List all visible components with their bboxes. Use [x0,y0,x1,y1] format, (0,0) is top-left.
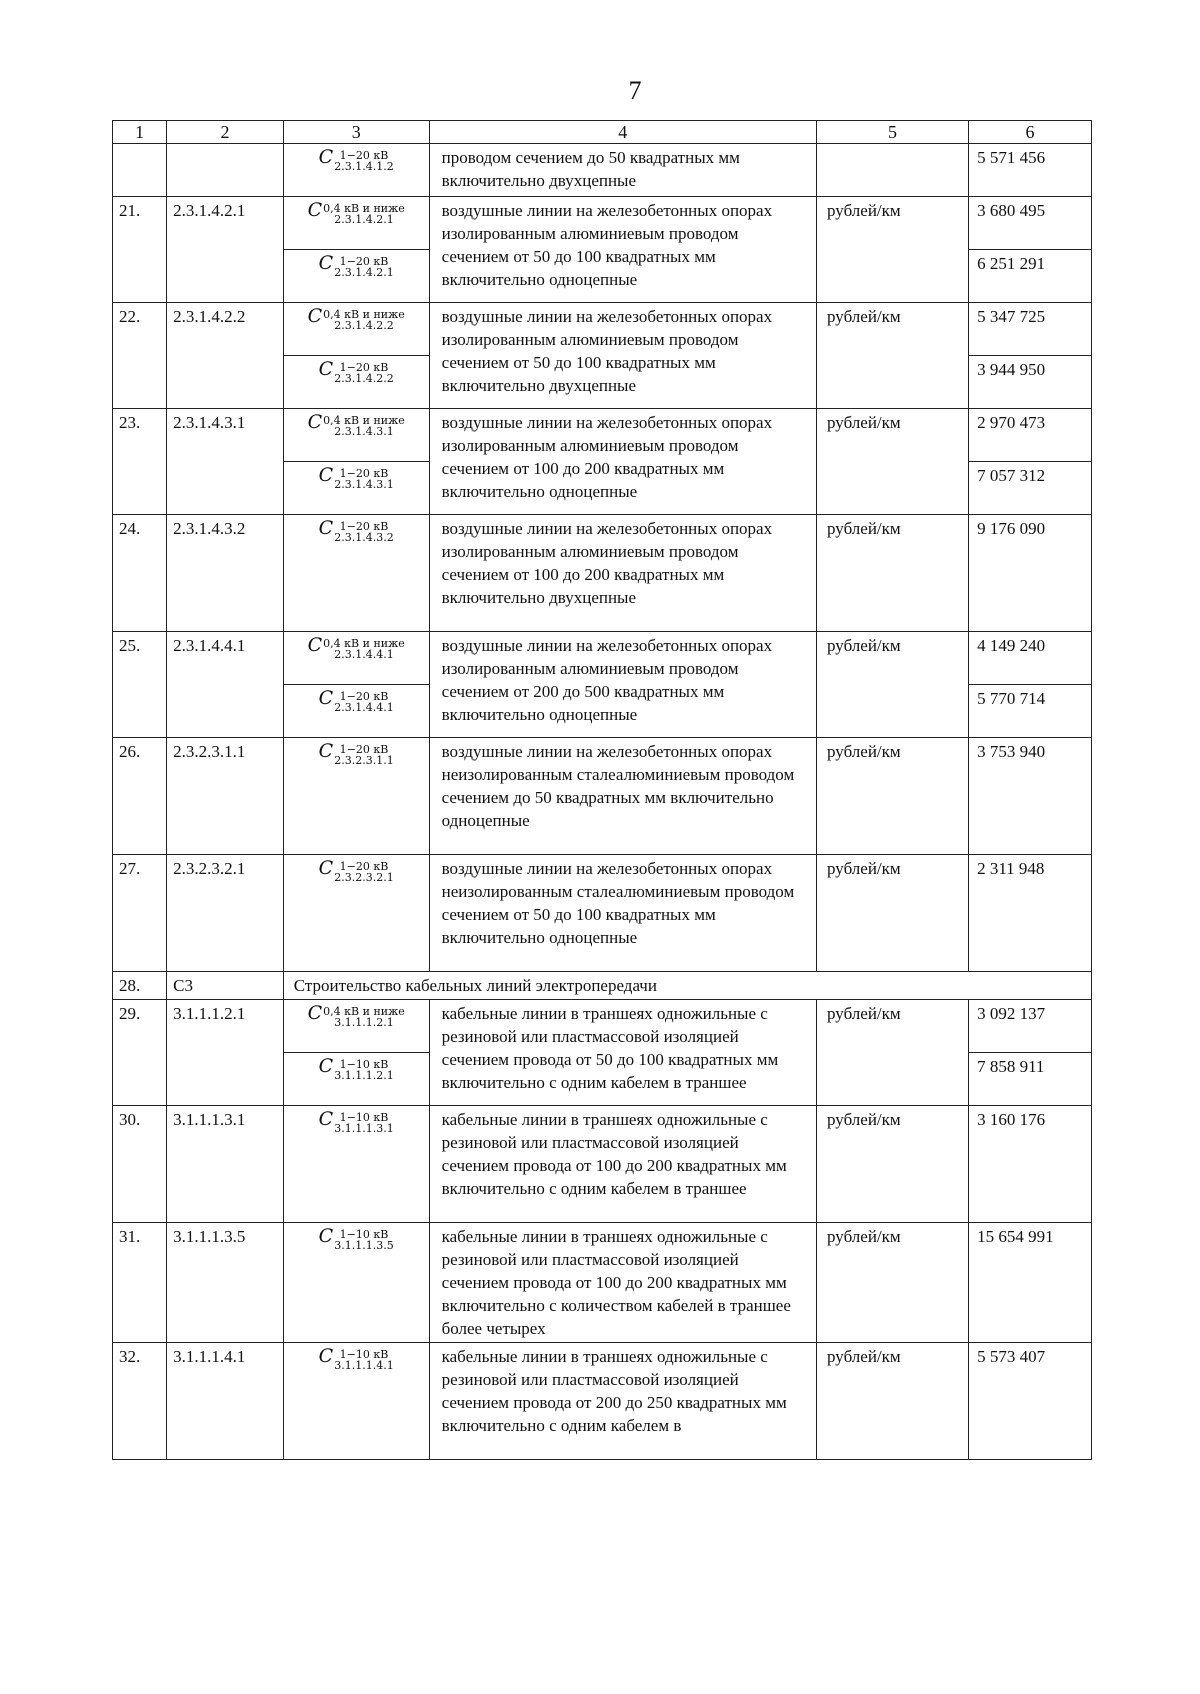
symbol-letter: C [318,146,334,168]
column-header: 5 [817,121,969,144]
symbol-cell [283,144,429,197]
tariff-symbol [308,411,405,441]
value-cell: 7 057 312 [969,462,1092,515]
tariff-symbol [319,464,394,494]
symbol-letter: C [307,305,323,327]
row-number-cell: 23. [113,409,167,515]
symbol-subscript: 2.3.1.4.3.1 [334,478,394,491]
symbol-indices [334,256,393,278]
code-cell: 3.1.1.1.2.1 [167,1000,284,1106]
symbol-subscript: 3.1.1.1.3.5 [334,1239,394,1252]
code-cell: 2.3.1.4.3.1 [167,409,284,515]
code-cell: 3.1.1.1.3.5 [167,1223,284,1343]
tariff-symbol [319,740,394,770]
symbol-subscript: 2.3.1.4.2.1 [334,266,394,279]
unit-cell: рублей/км [817,1223,969,1343]
symbol-superscript: 0,4 кВ и ниже [323,637,405,650]
table-row [113,632,1092,685]
unit-cell: рублей/км [817,1343,969,1460]
table-row [113,1343,1092,1460]
tariff-symbol [319,687,394,717]
symbol-superscript: 1−20 кВ [339,520,389,533]
row-number-cell: 27. [113,855,167,972]
value-cell: 5 573 407 [969,1343,1092,1460]
symbol-superscript: 0,4 кВ и ниже [323,308,405,321]
code-cell: 2.3.1.4.2.1 [167,197,284,303]
symbol-superscript: 0,4 кВ и ниже [323,414,405,427]
value-cell: 7 858 911 [969,1053,1092,1106]
symbol-superscript: 1−10 кВ [339,1111,389,1124]
tariff-symbol [319,1345,394,1375]
tariff-symbol [319,252,394,282]
symbol-superscript: 1−20 кВ [339,149,389,162]
value-cell: 15 654 991 [969,1223,1092,1343]
code-cell: 2.3.2.3.2.1 [167,855,284,972]
tariff-symbol [319,358,394,388]
symbol-subscript: 2.3.1.4.3.2 [334,531,394,544]
symbol-subscript: 3.1.1.1.4.1 [334,1359,394,1372]
code-cell: 3.1.1.1.4.1 [167,1343,284,1460]
symbol-cell [283,685,429,738]
column-header: 1 [113,121,167,144]
table-row [113,197,1092,250]
symbol-cell [283,738,429,855]
unit-cell: рублей/км [817,303,969,409]
unit-cell: рублей/км [817,1000,969,1106]
symbol-cell [283,1223,429,1343]
symbol-letter: C [307,1002,323,1024]
tariff-symbol [308,634,405,664]
row-number-cell: 32. [113,1343,167,1460]
description-cell: кабельные линии в траншеях одножильные с резиновой или пластмассовой изоляцией сечением провода от 50 до 100 квадратных мм включительно с одним кабелем в траншее [429,1000,816,1106]
symbol-cell [283,197,429,250]
symbol-indices [334,1349,393,1371]
tariff-symbol [308,305,405,335]
symbol-indices [334,1112,393,1134]
symbol-cell [283,632,429,685]
value-cell: 3 092 137 [969,1000,1092,1053]
description-cell: воздушные линии на железобетонных опорах изолированным алюминиевым проводом сечением от 100 до 200 квадратных мм включительно одноцепные [429,409,816,515]
symbol-cell [283,303,429,356]
symbol-letter: C [318,1225,334,1247]
code-cell: 2.3.1.4.3.2 [167,515,284,632]
code-cell: 2.3.1.4.4.1 [167,632,284,738]
symbol-indices [334,744,393,766]
symbol-subscript: 2.3.1.4.2.1 [334,213,394,226]
symbol-subscript: 2.3.1.4.3.1 [334,425,394,438]
row-number-cell: 22. [113,303,167,409]
description-cell: воздушные линии на железобетонных опорах неизолированным сталеалюминиевым проводом сечением от 50 до 100 квадратных мм включительно одноцепные [429,855,816,972]
symbol-letter: C [318,358,334,380]
description-cell: воздушные линии на железобетонных опорах изолированным алюминиевым проводом сечением от 50 до 100 квадратных мм включительно одноцепные [429,197,816,303]
column-header: 6 [969,121,1092,144]
unit-cell: рублей/км [817,409,969,515]
description-cell: воздушные линии на железобетонных опорах изолированным алюминиевым проводом сечением от 200 до 500 квадратных мм включительно одноцепные [429,632,816,738]
symbol-letter: C [318,252,334,274]
symbol-indices [334,861,393,883]
table-row [113,738,1092,855]
symbol-indices [334,150,393,172]
code-cell: 2.3.2.3.1.1 [167,738,284,855]
code-cell: С3 [167,972,284,1000]
unit-cell [817,144,969,197]
description-cell: воздушные линии на железобетонных опорах изолированным алюминиевым проводом сечением от 50 до 100 квадратных мм включительно двухцепные [429,303,816,409]
symbol-superscript: 1−20 кВ [339,743,389,756]
symbol-indices [323,415,405,437]
symbol-superscript: 1−20 кВ [339,361,389,374]
page-number: 7 [628,76,642,105]
symbol-cell [283,356,429,409]
symbol-cell [283,250,429,303]
value-cell: 5 571 456 [969,144,1092,197]
code-cell: 2.3.1.4.2.2 [167,303,284,409]
symbol-letter: C [307,634,323,656]
row-number-cell: 31. [113,1223,167,1343]
symbol-cell [283,855,429,972]
row-number-cell: 26. [113,738,167,855]
value-cell: 3 944 950 [969,356,1092,409]
symbol-subscript: 2.3.2.3.1.1 [334,754,394,767]
symbol-letter: C [318,1055,334,1077]
symbol-subscript: 2.3.1.4.2.2 [334,319,394,332]
symbol-indices [323,203,405,225]
table-row [113,409,1092,462]
symbol-cell [283,1000,429,1053]
table-row [113,303,1092,356]
symbol-indices [323,638,405,660]
unit-cell: рублей/км [817,738,969,855]
value-cell: 6 251 291 [969,250,1092,303]
value-cell: 2 311 948 [969,855,1092,972]
symbol-letter: C [307,199,323,221]
symbol-letter: C [318,1108,334,1130]
tariff-symbol [319,1108,394,1138]
symbol-subscript: 2.3.1.4.4.1 [334,701,394,714]
tariff-symbol [319,517,394,547]
description-cell: кабельные линии в траншеях одножильные с резиновой или пластмассовой изоляцией сечением провода от 100 до 200 квадратных мм включительно с одним кабелем в траншее [429,1106,816,1223]
row-number-cell: 21. [113,197,167,303]
symbol-superscript: 1−20 кВ [339,690,389,703]
symbol-subscript: 3.1.1.1.2.1 [334,1016,394,1029]
table-row [113,1223,1092,1343]
value-cell: 3 680 495 [969,197,1092,250]
symbol-letter: C [318,740,334,762]
unit-cell: рублей/км [817,1106,969,1223]
symbol-letter: C [318,687,334,709]
symbol-indices [323,1006,405,1028]
symbol-subscript: 2.3.1.4.2.2 [334,372,394,385]
symbol-letter: C [318,1345,334,1367]
symbol-superscript: 1−20 кВ [339,467,389,480]
value-cell: 4 149 240 [969,632,1092,685]
section-row [113,972,1092,1000]
symbol-superscript: 0,4 кВ и ниже [323,1005,405,1018]
table-body [113,144,1092,1460]
symbol-superscript: 1−10 кВ [339,1228,389,1241]
symbol-cell [283,1343,429,1460]
tariff-table [112,120,1092,1460]
code-cell: 3.1.1.1.3.1 [167,1106,284,1223]
symbol-superscript: 0,4 кВ и ниже [323,202,405,215]
symbol-superscript: 1−10 кВ [339,1058,389,1071]
tariff-symbol [319,146,394,176]
symbol-letter: C [318,517,334,539]
symbol-superscript: 1−10 кВ [339,1348,389,1361]
unit-cell: рублей/км [817,197,969,303]
value-cell: 9 176 090 [969,515,1092,632]
column-number-row [113,121,1092,144]
symbol-superscript: 1−20 кВ [339,860,389,873]
value-cell: 3 160 176 [969,1106,1092,1223]
symbol-subscript: 2.3.2.3.2.1 [334,871,394,884]
code-cell [167,144,284,197]
symbol-indices [334,362,393,384]
tariff-symbol [319,857,394,887]
row-number-cell: 28. [113,972,167,1000]
symbol-indices [334,691,393,713]
value-cell: 5 770 714 [969,685,1092,738]
tariff-symbol [319,1225,394,1255]
table-row [113,1106,1092,1223]
row-number-cell: 24. [113,515,167,632]
value-cell: 2 970 473 [969,409,1092,462]
table-row [113,144,1092,197]
table-row [113,855,1092,972]
symbol-cell [283,409,429,462]
symbol-indices [323,309,405,331]
value-cell: 3 753 940 [969,738,1092,855]
unit-cell: рублей/км [817,855,969,972]
symbol-indices [334,1059,393,1081]
symbol-indices [334,468,393,490]
symbol-letter: C [318,464,334,486]
symbol-cell [283,1106,429,1223]
symbol-letter: C [318,857,334,879]
tariff-symbol [308,1002,405,1032]
symbol-subscript: 2.3.1.4.1.2 [334,160,394,173]
description-cell: кабельные линии в траншеях одножильные с резиновой или пластмассовой изоляцией сечением провода от 200 до 250 квадратных мм включительно с одним кабелем в [429,1343,816,1460]
symbol-cell [283,515,429,632]
table-row [113,515,1092,632]
row-number-cell: 25. [113,632,167,738]
description-cell: проводом сечением до 50 квадратных мм включительно двухцепные [429,144,816,197]
description-cell: воздушные линии на железобетонных опорах неизолированным сталеалюминиевым проводом сечением до 50 квадратных мм включительно одноцепные [429,738,816,855]
column-header: 4 [429,121,816,144]
description-cell: воздушные линии на железобетонных опорах изолированным алюминиевым проводом сечением от 100 до 200 квадратных мм включительно двухцепные [429,515,816,632]
row-number-cell: 29. [113,1000,167,1106]
value-cell: 5 347 725 [969,303,1092,356]
description-cell: кабельные линии в траншеях одножильные с резиновой или пластмассовой изоляцией сечением провода от 100 до 200 квадратных мм включительно с количеством кабелей в траншее более четырех [429,1223,816,1343]
column-header: 3 [283,121,429,144]
row-number-cell [113,144,167,197]
unit-cell: рублей/км [817,632,969,738]
symbol-superscript: 1−20 кВ [339,255,389,268]
symbol-subscript: 2.3.1.4.4.1 [334,648,394,661]
symbol-letter: C [307,411,323,433]
tariff-symbol [319,1055,394,1085]
symbol-subscript: 3.1.1.1.2.1 [334,1069,394,1082]
unit-cell: рублей/км [817,515,969,632]
table-row [113,1000,1092,1053]
column-header: 2 [167,121,284,144]
symbol-indices [334,1229,393,1251]
tariff-symbol [308,199,405,229]
symbol-subscript: 3.1.1.1.3.1 [334,1122,394,1135]
symbol-cell [283,1053,429,1106]
section-title-cell: Строительство кабельных линий электропередачи [283,972,1091,1000]
symbol-cell [283,462,429,515]
row-number-cell: 30. [113,1106,167,1223]
symbol-indices [334,521,393,543]
